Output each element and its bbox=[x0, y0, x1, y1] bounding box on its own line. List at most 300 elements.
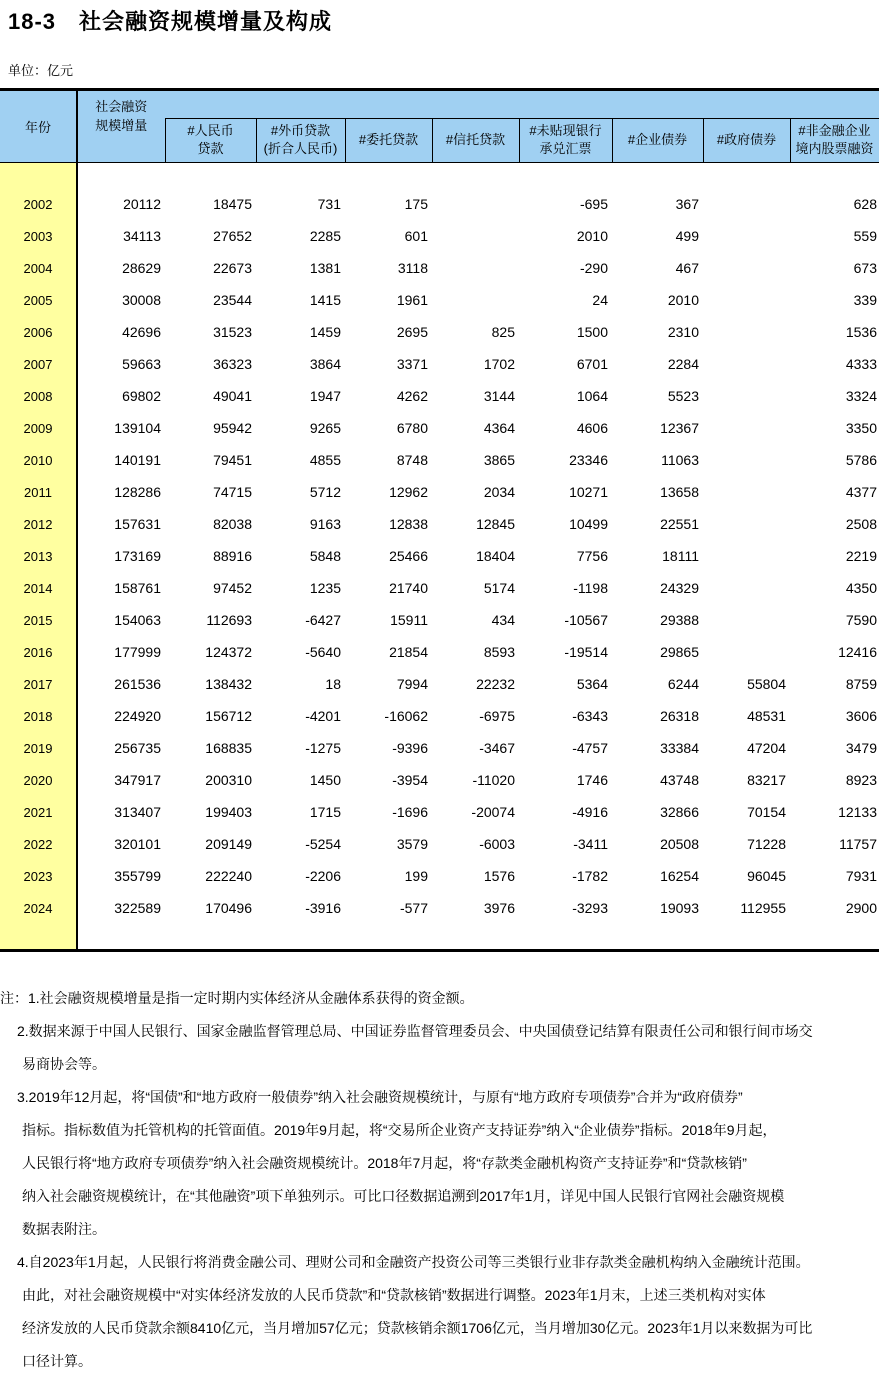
value-cell: 70154 bbox=[747, 804, 786, 820]
value-cell: -10567 bbox=[564, 612, 608, 628]
value-cell: 9163 bbox=[309, 516, 341, 532]
value-cell: 1576 bbox=[483, 868, 515, 884]
table-row bbox=[0, 668, 879, 700]
year-cell: 2012 bbox=[0, 508, 77, 540]
table-row bbox=[0, 732, 879, 764]
value-cell: 4606 bbox=[576, 420, 608, 436]
table-header bbox=[0, 91, 879, 162]
value-cell: 18404 bbox=[476, 548, 515, 564]
table-row bbox=[0, 700, 879, 732]
year-cell: 2009 bbox=[0, 412, 77, 444]
note-line: 2.数据来源于中国人民银行、国家金融监督管理总局、中国证券监督管理委员会、中央国债登记结算有限责任公司和银行间市场交 bbox=[17, 1023, 813, 1039]
column-header-line: #企业债券 bbox=[627, 132, 688, 147]
value-cell: 31523 bbox=[213, 324, 252, 340]
table-row bbox=[0, 604, 879, 636]
value-cell: 6780 bbox=[396, 420, 428, 436]
note-line: 3.2019年12月起，将“国债”和“地方政府一般债券”纳入社会融资规模统计，与原有“地方政府专项债券”合并为“政府债券” bbox=[17, 1089, 743, 1105]
value-cell: 21740 bbox=[389, 580, 428, 596]
value-cell: 156712 bbox=[205, 708, 252, 724]
value-cell: -6975 bbox=[479, 708, 515, 724]
note-line: 由此，对社会融资规模中“对实体经济发放的人民币贷款”和“贷款核销”数据进行调整。2023年1月末，上述三类机构对实体 bbox=[22, 1287, 766, 1303]
value-cell: 140191 bbox=[114, 452, 161, 468]
statistics-table bbox=[0, 88, 879, 952]
value-cell bbox=[703, 188, 790, 220]
value-cell: -6003 bbox=[479, 836, 515, 852]
value-cell: 23346 bbox=[569, 452, 608, 468]
table-row bbox=[0, 220, 879, 252]
year-cell: 2005 bbox=[0, 284, 77, 316]
value-cell: 1746 bbox=[576, 772, 608, 788]
unit-label: 单位：亿元 bbox=[8, 63, 74, 78]
value-cell: 1459 bbox=[309, 324, 341, 340]
year-cell: 2023 bbox=[0, 860, 77, 892]
table-row bbox=[0, 508, 879, 540]
year-cell: 2022 bbox=[0, 828, 77, 860]
value-cell: -290 bbox=[579, 260, 608, 276]
column-header-trust-loans bbox=[432, 118, 519, 162]
value-cell bbox=[703, 252, 790, 284]
year-cell: 2010 bbox=[0, 444, 77, 476]
value-cell: 96045 bbox=[747, 868, 786, 884]
column-header-equity-financing bbox=[790, 118, 879, 162]
value-cell: 32866 bbox=[660, 804, 699, 820]
value-cell: 4377 bbox=[845, 484, 877, 500]
table-footer bbox=[0, 924, 879, 949]
value-cell: 20508 bbox=[660, 836, 699, 852]
value-cell: 2508 bbox=[845, 516, 877, 532]
value-cell: 47204 bbox=[747, 740, 786, 756]
note-line: 数据表附注。 bbox=[22, 1221, 106, 1237]
value-cell: 2900 bbox=[845, 900, 877, 916]
value-cell: -4757 bbox=[572, 740, 608, 756]
value-cell: 43748 bbox=[660, 772, 699, 788]
note-line: 指标。指标数值为托管机构的托管面值。2019年9月起，将“交易所企业资产支持证券”纳入“企业债券”指标。2018年9月起， bbox=[22, 1122, 777, 1138]
column-header-total-financing bbox=[77, 91, 165, 162]
value-cell: 16254 bbox=[660, 868, 699, 884]
value-cell: 29388 bbox=[660, 612, 699, 628]
value-cell: 18475 bbox=[213, 196, 252, 212]
value-cell: 499 bbox=[675, 228, 699, 244]
spacer-cell bbox=[77, 162, 879, 188]
year-cell: 2003 bbox=[0, 220, 77, 252]
value-cell: 256735 bbox=[114, 740, 161, 756]
value-cell: 12367 bbox=[660, 420, 699, 436]
value-cell: 1536 bbox=[845, 324, 877, 340]
value-cell: 3118 bbox=[397, 260, 428, 276]
value-cell: 1450 bbox=[309, 772, 341, 788]
value-cell: 74715 bbox=[213, 484, 252, 500]
value-cell: 12962 bbox=[389, 484, 428, 500]
value-cell: 1500 bbox=[576, 324, 608, 340]
value-cell: 3865 bbox=[483, 452, 515, 468]
year-cell: 2018 bbox=[0, 700, 77, 732]
value-cell: 19093 bbox=[660, 900, 699, 916]
value-cell: -4916 bbox=[572, 804, 608, 820]
note-line: 4.自2023年1月起，人民银行将消费金融公司、理财公司和金融资产投资公司等三类银行业非存款类金融机构纳入金融统计范围。 bbox=[17, 1254, 810, 1270]
value-cell bbox=[703, 540, 790, 572]
column-header-year: 年份 bbox=[0, 91, 77, 162]
value-cell: -4201 bbox=[305, 708, 341, 724]
value-cell: -3467 bbox=[479, 740, 515, 756]
value-cell: 7994 bbox=[396, 676, 428, 692]
value-cell: 124372 bbox=[205, 644, 252, 660]
year-cell: 2015 bbox=[0, 604, 77, 636]
year-cell: 2021 bbox=[0, 796, 77, 828]
value-cell: -6343 bbox=[572, 708, 608, 724]
value-cell: -19514 bbox=[564, 644, 608, 660]
value-cell: -3411 bbox=[573, 836, 608, 852]
value-cell bbox=[432, 252, 519, 284]
value-cell: 97452 bbox=[213, 580, 252, 596]
value-cell: -5640 bbox=[305, 644, 341, 660]
column-header-entrusted-loans bbox=[345, 118, 432, 162]
value-cell: 12845 bbox=[476, 516, 515, 532]
value-cell: 13658 bbox=[660, 484, 699, 500]
value-cell: 173169 bbox=[114, 548, 161, 564]
value-cell: 154063 bbox=[114, 612, 161, 628]
value-cell: 2034 bbox=[483, 484, 515, 500]
value-cell bbox=[703, 316, 790, 348]
page-title: 18-3 社会融资规模增量及构成 bbox=[8, 9, 333, 34]
value-cell: 168835 bbox=[205, 740, 252, 756]
table-row bbox=[0, 380, 879, 412]
table-body bbox=[0, 162, 879, 924]
value-cell: 83217 bbox=[747, 772, 786, 788]
value-cell: -3916 bbox=[305, 900, 341, 916]
table-row bbox=[0, 636, 879, 668]
value-cell: 3479 bbox=[845, 740, 877, 756]
data-table bbox=[0, 91, 879, 949]
table-row bbox=[0, 412, 879, 444]
column-header-line: #信托贷款 bbox=[445, 132, 506, 147]
value-cell bbox=[703, 284, 790, 316]
value-cell: 2310 bbox=[667, 324, 699, 340]
table-row bbox=[0, 892, 879, 924]
value-cell bbox=[703, 412, 790, 444]
value-cell: 12416 bbox=[838, 644, 877, 660]
value-cell: 23544 bbox=[213, 292, 252, 308]
value-cell: 12133 bbox=[838, 804, 877, 820]
table-row bbox=[0, 540, 879, 572]
value-cell bbox=[703, 348, 790, 380]
value-cell: 59663 bbox=[122, 356, 161, 372]
value-cell: 8593 bbox=[483, 644, 515, 660]
year-cell: 2017 bbox=[0, 668, 77, 700]
value-cell: 26318 bbox=[660, 708, 699, 724]
year-cell: 2006 bbox=[0, 316, 77, 348]
year-cell bbox=[0, 162, 77, 188]
value-cell: 434 bbox=[491, 612, 515, 628]
value-cell: -577 bbox=[399, 900, 428, 916]
value-cell: -5254 bbox=[305, 836, 341, 852]
table-row bbox=[0, 444, 879, 476]
column-header-corporate-bonds bbox=[612, 118, 703, 162]
value-cell: -1782 bbox=[572, 868, 608, 884]
table-row bbox=[0, 572, 879, 604]
column-header-line: 贷款 bbox=[197, 141, 224, 156]
value-cell: 731 bbox=[317, 196, 341, 212]
value-cell: 7931 bbox=[845, 868, 877, 884]
value-cell: 15911 bbox=[390, 612, 428, 628]
value-cell: 5712 bbox=[309, 484, 341, 500]
spacer-cell bbox=[77, 924, 879, 949]
value-cell: -2206 bbox=[305, 868, 341, 884]
value-cell bbox=[703, 508, 790, 540]
value-cell: 170496 bbox=[205, 900, 252, 916]
table-row bbox=[0, 860, 879, 892]
value-cell: -16062 bbox=[384, 708, 428, 724]
value-cell: 7590 bbox=[845, 612, 877, 628]
table-row bbox=[0, 284, 879, 316]
value-cell: 6701 bbox=[576, 356, 608, 372]
value-cell: 5523 bbox=[667, 388, 699, 404]
value-cell: 112693 bbox=[206, 612, 252, 628]
table-row bbox=[0, 764, 879, 796]
value-cell: 24329 bbox=[660, 580, 699, 596]
value-cell: 1235 bbox=[309, 580, 341, 596]
value-cell bbox=[703, 476, 790, 508]
value-cell: 1381 bbox=[309, 260, 341, 276]
value-cell: 601 bbox=[404, 228, 428, 244]
value-cell: 1947 bbox=[309, 388, 341, 404]
column-header-government-bonds bbox=[703, 118, 790, 162]
value-cell: 9265 bbox=[309, 420, 341, 436]
column-header-line: #人民币 bbox=[187, 123, 234, 138]
value-cell: 157631 bbox=[114, 516, 161, 532]
value-cell: 11063 bbox=[661, 452, 699, 468]
value-cell: 1702 bbox=[483, 356, 515, 372]
column-header-line: 境内股票融资 bbox=[795, 141, 874, 156]
value-cell: 8759 bbox=[845, 676, 877, 692]
value-cell bbox=[703, 604, 790, 636]
table-row bbox=[0, 348, 879, 380]
value-cell: 322589 bbox=[114, 900, 161, 916]
value-cell: 20112 bbox=[123, 196, 161, 212]
table-row bbox=[0, 828, 879, 860]
value-cell: 5786 bbox=[845, 452, 877, 468]
column-header-line: 规模增量 bbox=[95, 118, 148, 133]
value-cell: 30008 bbox=[122, 292, 161, 308]
value-cell: 339 bbox=[853, 292, 877, 308]
value-cell: 71228 bbox=[747, 836, 786, 852]
value-cell: 22673 bbox=[213, 260, 252, 276]
value-cell: 48531 bbox=[747, 708, 786, 724]
value-cell: -1275 bbox=[305, 740, 341, 756]
value-cell: -1696 bbox=[392, 804, 428, 820]
value-cell: 4364 bbox=[483, 420, 515, 436]
value-cell: 8923 bbox=[845, 772, 877, 788]
value-cell: 199 bbox=[404, 868, 428, 884]
spacer-row bbox=[0, 924, 879, 949]
value-cell: 3864 bbox=[309, 356, 341, 372]
value-cell: 559 bbox=[853, 228, 877, 244]
value-cell: 112955 bbox=[740, 900, 786, 916]
value-cell: 367 bbox=[675, 196, 699, 212]
value-cell: 199403 bbox=[205, 804, 252, 820]
value-cell: 1715 bbox=[309, 804, 341, 820]
value-cell: 29865 bbox=[660, 644, 699, 660]
column-header-line: #外币贷款 bbox=[270, 123, 331, 138]
value-cell: 200310 bbox=[205, 772, 252, 788]
value-cell: 224920 bbox=[114, 708, 161, 724]
column-header-line: #委托贷款 bbox=[358, 132, 419, 147]
value-cell: 27652 bbox=[213, 228, 252, 244]
value-cell: 11757 bbox=[839, 836, 877, 852]
column-header-line: (折合人民币) bbox=[263, 141, 338, 156]
value-cell: 222240 bbox=[205, 868, 252, 884]
value-cell: 1961 bbox=[396, 292, 428, 308]
value-cell: -20074 bbox=[471, 804, 515, 820]
value-cell: 209149 bbox=[205, 836, 252, 852]
value-cell: 28629 bbox=[122, 260, 161, 276]
value-cell bbox=[703, 444, 790, 476]
value-cell: 88916 bbox=[213, 548, 252, 564]
value-cell: 4855 bbox=[309, 452, 341, 468]
value-cell: 467 bbox=[675, 260, 699, 276]
spacer-row bbox=[0, 162, 879, 188]
value-cell: 3350 bbox=[845, 420, 877, 436]
value-cell: -11020 bbox=[472, 772, 515, 788]
value-cell: 4333 bbox=[845, 356, 877, 372]
note-line: 易商协会等。 bbox=[22, 1056, 106, 1072]
value-cell: 3144 bbox=[483, 388, 515, 404]
value-cell: 4350 bbox=[845, 580, 877, 596]
value-cell: 175 bbox=[404, 196, 428, 212]
table-row bbox=[0, 252, 879, 284]
value-cell bbox=[703, 220, 790, 252]
value-cell: 8748 bbox=[396, 452, 428, 468]
value-cell: 1064 bbox=[576, 388, 608, 404]
value-cell: -9396 bbox=[392, 740, 428, 756]
year-cell: 2013 bbox=[0, 540, 77, 572]
value-cell: 12838 bbox=[389, 516, 428, 532]
value-cell: 628 bbox=[853, 196, 877, 212]
value-cell: 6244 bbox=[667, 676, 699, 692]
table-row bbox=[0, 476, 879, 508]
value-cell: 7756 bbox=[576, 548, 608, 564]
value-cell: 825 bbox=[491, 324, 515, 340]
value-cell: 139104 bbox=[114, 420, 161, 436]
value-cell: 5174 bbox=[483, 580, 515, 596]
value-cell: 673 bbox=[853, 260, 877, 276]
value-cell: 36323 bbox=[213, 356, 252, 372]
value-cell: 2284 bbox=[667, 356, 699, 372]
year-cell: 2011 bbox=[0, 476, 77, 508]
value-cell: -3954 bbox=[392, 772, 428, 788]
value-cell: 3371 bbox=[396, 356, 428, 372]
year-cell: 2016 bbox=[0, 636, 77, 668]
value-cell: 355799 bbox=[114, 868, 161, 884]
column-header-line: #非金融企业 bbox=[798, 123, 871, 138]
column-header-line: #未贴现银行 bbox=[529, 123, 602, 138]
value-cell: 347917 bbox=[114, 772, 161, 788]
value-cell: 95942 bbox=[213, 420, 252, 436]
value-cell: 49041 bbox=[213, 388, 252, 404]
value-cell bbox=[703, 380, 790, 412]
table-row bbox=[0, 796, 879, 828]
value-cell: 261536 bbox=[114, 676, 161, 692]
value-cell: 320101 bbox=[114, 836, 161, 852]
value-cell: -1198 bbox=[573, 580, 608, 596]
value-cell: 128286 bbox=[114, 484, 161, 500]
table-row bbox=[0, 188, 879, 220]
value-cell: 42696 bbox=[122, 324, 161, 340]
column-header-line: 承兑汇票 bbox=[539, 141, 592, 156]
note-line: 经济发放的人民币贷款余额8410亿元，当月增加57亿元；贷款核销余额1706亿元，当月增加30亿元。2023年1月以来数据为可比 bbox=[22, 1320, 813, 1336]
value-cell: 18 bbox=[325, 676, 341, 692]
value-cell: 158761 bbox=[114, 580, 161, 596]
value-cell: 1415 bbox=[309, 292, 341, 308]
value-cell bbox=[703, 572, 790, 604]
value-cell: 25466 bbox=[389, 548, 428, 564]
value-cell: 2219 bbox=[845, 548, 877, 564]
notes-section bbox=[0, 982, 879, 1378]
value-cell bbox=[432, 220, 519, 252]
year-cell: 2004 bbox=[0, 252, 77, 284]
value-cell bbox=[703, 636, 790, 668]
value-cell: 2285 bbox=[309, 228, 341, 244]
value-cell: 5848 bbox=[309, 548, 341, 564]
column-header-foreign-currency-loans bbox=[256, 118, 345, 162]
year-cell bbox=[0, 924, 77, 949]
value-cell: 33384 bbox=[660, 740, 699, 756]
value-cell: 4262 bbox=[396, 388, 428, 404]
year-cell: 2024 bbox=[0, 892, 77, 924]
value-cell: 2010 bbox=[576, 228, 608, 244]
value-cell: 3324 bbox=[845, 388, 877, 404]
year-cell: 2014 bbox=[0, 572, 77, 604]
value-cell: -695 bbox=[579, 196, 608, 212]
value-cell: 22551 bbox=[660, 516, 699, 532]
column-header-line: #政府债券 bbox=[716, 132, 777, 147]
value-cell: 22232 bbox=[476, 676, 515, 692]
value-cell: 55804 bbox=[747, 676, 786, 692]
column-header-line: 社会融资 bbox=[95, 99, 148, 114]
note-line: 人民银行将“地方政府专项债券”纳入社会融资规模统计。2018年7月起，将“存款类金融机构资产支持证券”和“贷款核销” bbox=[22, 1155, 747, 1171]
year-cell: 2020 bbox=[0, 764, 77, 796]
value-cell: 10271 bbox=[569, 484, 608, 500]
value-cell bbox=[432, 284, 519, 316]
value-cell: 313407 bbox=[114, 804, 161, 820]
value-cell: 3976 bbox=[483, 900, 515, 916]
header-spacer bbox=[165, 91, 879, 118]
value-cell: 5364 bbox=[576, 676, 608, 692]
value-cell: 3579 bbox=[396, 836, 428, 852]
value-cell: -3293 bbox=[572, 900, 608, 916]
value-cell: 3606 bbox=[845, 708, 877, 724]
note-line: 注：1.社会融资规模增量是指一定时期内实体经济从金融体系获得的资金额。 bbox=[0, 990, 474, 1006]
year-cell: 2019 bbox=[0, 732, 77, 764]
value-cell: 21854 bbox=[389, 644, 428, 660]
value-cell bbox=[432, 188, 519, 220]
note-line: 纳入社会融资规模统计，在“其他融资”项下单独列示。可比口径数据追溯到2017年1月，详见中国人民银行官网社会融资规模 bbox=[22, 1188, 785, 1204]
value-cell: 18111 bbox=[662, 548, 699, 564]
value-cell: 69802 bbox=[122, 388, 161, 404]
value-cell: 2695 bbox=[396, 324, 428, 340]
value-cell: 10499 bbox=[569, 516, 608, 532]
column-header-rmb-loans bbox=[165, 118, 256, 162]
column-header-undiscounted-bankers-acceptances bbox=[519, 118, 612, 162]
value-cell: 177999 bbox=[114, 644, 161, 660]
year-cell: 2007 bbox=[0, 348, 77, 380]
year-cell: 2008 bbox=[0, 380, 77, 412]
value-cell: 82038 bbox=[213, 516, 252, 532]
note-line: 口径计算。 bbox=[22, 1353, 92, 1369]
year-cell: 2002 bbox=[0, 188, 77, 220]
value-cell: 24 bbox=[592, 292, 608, 308]
value-cell: 79451 bbox=[213, 452, 252, 468]
table-row bbox=[0, 316, 879, 348]
